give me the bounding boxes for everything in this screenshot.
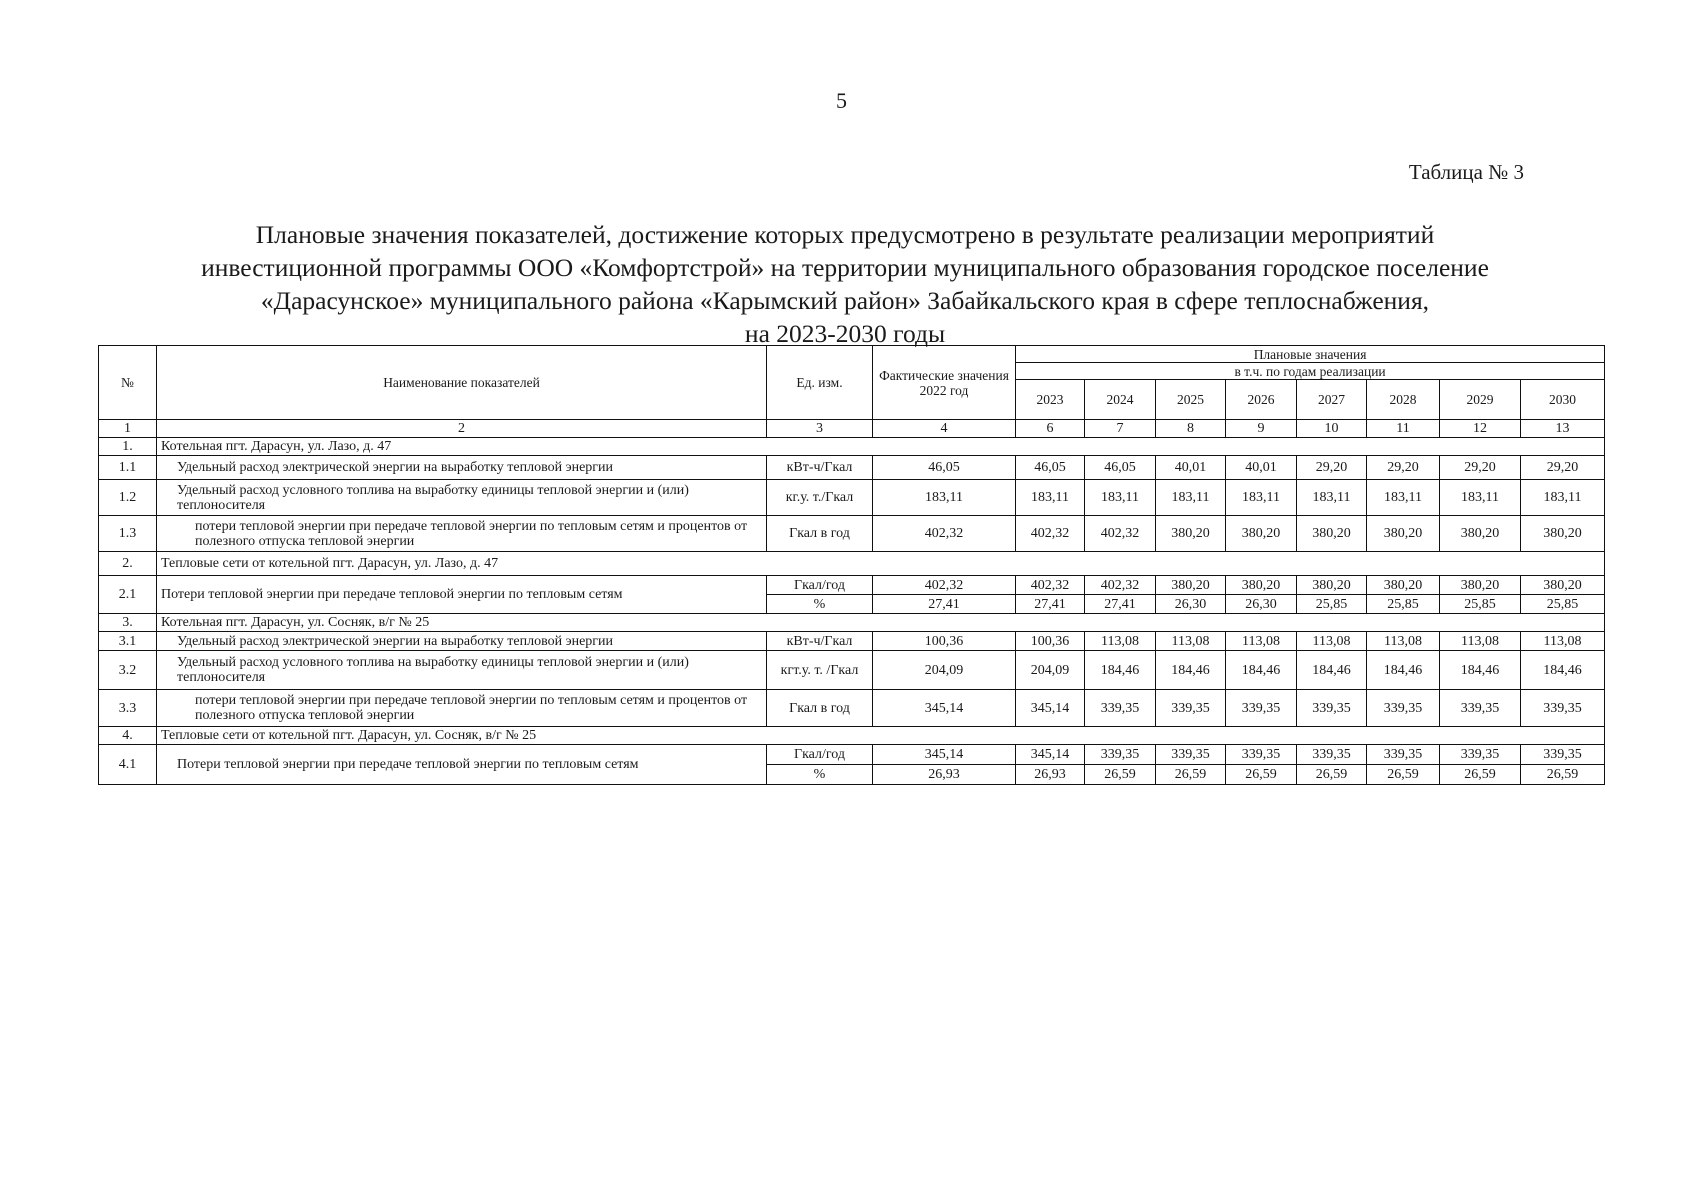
value-cell: 204,09: [1016, 651, 1085, 690]
value-cell: 380,20: [1440, 516, 1521, 552]
col-number: 4: [873, 420, 1016, 438]
value-cell: 113,08: [1440, 632, 1521, 651]
row-name: Потери тепловой энергии при передаче тепловой энергии по тепловым сетям: [157, 745, 767, 785]
row-name: Удельный расход условного топлива на выработку единицы тепловой энергии и (или) теплоносителя: [157, 651, 767, 690]
value-cell: 402,32: [1016, 576, 1085, 595]
col-number: 10: [1297, 420, 1367, 438]
value-cell: 26,59: [1440, 765, 1521, 785]
value-cell: 113,08: [1297, 632, 1367, 651]
row-unit: Гкал/год: [767, 745, 873, 765]
value-cell: 113,08: [1367, 632, 1440, 651]
row-no: 3.3: [99, 690, 157, 727]
title-line: «Дарасунское» муниципального района «Карымский район» Забайкальского края в сфере теплоснабжения,: [260, 286, 1430, 315]
column-numbers-row: [99, 420, 1605, 438]
value-cell: 29,20: [1521, 456, 1605, 480]
value-cell: 184,46: [1085, 651, 1156, 690]
value-cell: 100,36: [873, 632, 1016, 651]
value-cell: 183,11: [1297, 480, 1367, 516]
header-name: Наименование показателей: [157, 346, 767, 420]
value-cell: 29,20: [1440, 456, 1521, 480]
value-cell: 29,20: [1367, 456, 1440, 480]
section-title: Котельная пгт. Дарасун, ул. Сосняк, в/г № 25: [157, 614, 1605, 632]
section-title: Котельная пгт. Дарасун, ул. Лазо, д. 47: [157, 438, 1605, 456]
section-no: 1.: [99, 438, 157, 456]
year-cell: 2024: [1085, 380, 1156, 420]
value-cell: 27,41: [873, 595, 1016, 614]
header-by-year: в т.ч. по годам реализации: [1016, 363, 1605, 380]
table-row: [99, 456, 1605, 480]
value-cell: 183,11: [1156, 480, 1226, 516]
year-cell: 2029: [1440, 380, 1521, 420]
title-line: инвестиционной программы ООО «Комфортстрой» на территории муниципального образования городское поселение: [201, 253, 1489, 282]
row-unit: %: [767, 765, 873, 785]
value-cell: 402,32: [1085, 576, 1156, 595]
value-cell: 402,32: [1016, 516, 1085, 552]
value-cell: 380,20: [1297, 516, 1367, 552]
table-row: [99, 632, 1605, 651]
indicators-table: [98, 345, 1605, 785]
value-cell: 26,59: [1521, 765, 1605, 785]
value-cell: 183,11: [873, 480, 1016, 516]
value-cell: 26,30: [1156, 595, 1226, 614]
value-cell: 339,35: [1521, 745, 1605, 765]
value-cell: 29,20: [1297, 456, 1367, 480]
value-cell: 113,08: [1085, 632, 1156, 651]
value-cell: 27,41: [1016, 595, 1085, 614]
table-row: [99, 516, 1605, 552]
value-cell: 339,35: [1297, 690, 1367, 727]
section-no: 4.: [99, 727, 157, 745]
col-number: 2: [157, 420, 767, 438]
table-row: [99, 651, 1605, 690]
header-row: [99, 346, 1605, 363]
row-unit: Гкал в год: [767, 516, 873, 552]
value-cell: 113,08: [1156, 632, 1226, 651]
value-cell: 345,14: [873, 745, 1016, 765]
row-no: 3.2: [99, 651, 157, 690]
section-row: [99, 727, 1605, 745]
value-cell: 339,35: [1226, 745, 1297, 765]
title-line: на 2023-2030 годы: [744, 319, 946, 348]
row-name: потери тепловой энергии при передаче тепловой энергии по тепловым сетям и процентов от полезного отпуска тепловой энергии: [157, 516, 767, 552]
value-cell: 402,32: [873, 516, 1016, 552]
row-name: Потери тепловой энергии при передаче тепловой энергии по тепловым сетям: [157, 576, 767, 614]
document-title: [120, 218, 1570, 350]
value-cell: 339,35: [1440, 690, 1521, 727]
value-cell: 183,11: [1367, 480, 1440, 516]
value-cell: 339,35: [1085, 690, 1156, 727]
value-cell: 339,35: [1156, 745, 1226, 765]
value-cell: 183,11: [1016, 480, 1085, 516]
row-no: 1.2: [99, 480, 157, 516]
value-cell: 184,46: [1521, 651, 1605, 690]
row-unit: %: [767, 595, 873, 614]
col-number: 6: [1016, 420, 1085, 438]
value-cell: 204,09: [873, 651, 1016, 690]
year-cell: 2026: [1226, 380, 1297, 420]
value-cell: 25,85: [1367, 595, 1440, 614]
col-number: 12: [1440, 420, 1521, 438]
value-cell: 26,59: [1297, 765, 1367, 785]
row-no: 2.1: [99, 576, 157, 614]
value-cell: 380,20: [1367, 516, 1440, 552]
value-cell: 46,05: [1085, 456, 1156, 480]
value-cell: 26,59: [1226, 765, 1297, 785]
header-unit: Ед. изм.: [767, 346, 873, 420]
value-cell: 25,85: [1521, 595, 1605, 614]
value-cell: 184,46: [1156, 651, 1226, 690]
col-number: 3: [767, 420, 873, 438]
section-row: [99, 438, 1605, 456]
value-cell: 380,20: [1156, 516, 1226, 552]
row-no: 3.1: [99, 632, 157, 651]
value-cell: 339,35: [1521, 690, 1605, 727]
value-cell: 26,59: [1367, 765, 1440, 785]
value-cell: 27,41: [1085, 595, 1156, 614]
value-cell: 380,20: [1156, 576, 1226, 595]
header-actual: Фактические значения 2022 год: [873, 346, 1016, 420]
value-cell: 40,01: [1156, 456, 1226, 480]
value-cell: 183,11: [1440, 480, 1521, 516]
value-cell: 380,20: [1521, 516, 1605, 552]
col-number: 8: [1156, 420, 1226, 438]
value-cell: 380,20: [1521, 576, 1605, 595]
row-name: Удельный расход электрической энергии на выработку тепловой энергии: [157, 456, 767, 480]
value-cell: 26,59: [1085, 765, 1156, 785]
value-cell: 339,35: [1440, 745, 1521, 765]
value-cell: 25,85: [1297, 595, 1367, 614]
value-cell: 26,93: [1016, 765, 1085, 785]
header-no: №: [99, 346, 157, 420]
value-cell: 183,11: [1226, 480, 1297, 516]
col-number: 11: [1367, 420, 1440, 438]
value-cell: 402,32: [1085, 516, 1156, 552]
table-row: [99, 745, 1605, 765]
header-planned: Плановые значения: [1016, 346, 1605, 363]
year-cell: 2030: [1521, 380, 1605, 420]
row-unit: кВт-ч/Гкал: [767, 456, 873, 480]
page-number: 5: [836, 88, 847, 113]
value-cell: 339,35: [1085, 745, 1156, 765]
value-cell: 184,46: [1367, 651, 1440, 690]
table-row: [99, 576, 1605, 595]
value-cell: 339,35: [1367, 745, 1440, 765]
col-number: 7: [1085, 420, 1156, 438]
value-cell: 339,35: [1156, 690, 1226, 727]
value-cell: 25,85: [1440, 595, 1521, 614]
row-no: 4.1: [99, 745, 157, 785]
row-unit: Гкал/год: [767, 576, 873, 595]
value-cell: 380,20: [1226, 516, 1297, 552]
value-cell: 46,05: [1016, 456, 1085, 480]
value-cell: 183,11: [1085, 480, 1156, 516]
value-cell: 184,46: [1440, 651, 1521, 690]
section-title: Тепловые сети от котельной пгт. Дарасун, ул. Сосняк, в/г № 25: [157, 727, 1605, 745]
row-unit: кВт-ч/Гкал: [767, 632, 873, 651]
value-cell: 26,93: [873, 765, 1016, 785]
value-cell: 339,35: [1367, 690, 1440, 727]
value-cell: 402,32: [873, 576, 1016, 595]
section-no: 2.: [99, 552, 157, 576]
section-row: [99, 552, 1605, 576]
value-cell: 339,35: [1226, 690, 1297, 727]
row-unit: кг.у. т./Гкал: [767, 480, 873, 516]
row-name: Удельный расход условного топлива на выработку единицы тепловой энергии и (или) теплоносителя: [157, 480, 767, 516]
row-no: 1.3: [99, 516, 157, 552]
col-number: 9: [1226, 420, 1297, 438]
value-cell: 113,08: [1226, 632, 1297, 651]
row-unit: кгт.у. т. /Гкал: [767, 651, 873, 690]
value-cell: 26,30: [1226, 595, 1297, 614]
year-cell: 2027: [1297, 380, 1367, 420]
section-title: Тепловые сети от котельной пгт. Дарасун, ул. Лазо, д. 47: [157, 552, 1605, 576]
value-cell: 100,36: [1016, 632, 1085, 651]
value-cell: 345,14: [1016, 690, 1085, 727]
value-cell: 345,14: [1016, 745, 1085, 765]
col-number: 13: [1521, 420, 1605, 438]
title-line: Плановые значения показателей, достижение которых предусмотрено в результате реализации мероприятий: [255, 220, 1435, 249]
value-cell: 184,46: [1297, 651, 1367, 690]
row-no: 1.1: [99, 456, 157, 480]
value-cell: 380,20: [1440, 576, 1521, 595]
value-cell: 26,59: [1156, 765, 1226, 785]
value-cell: 183,11: [1521, 480, 1605, 516]
section-row: [99, 614, 1605, 632]
col-number: 1: [99, 420, 157, 438]
year-cell: 2028: [1367, 380, 1440, 420]
value-cell: 345,14: [873, 690, 1016, 727]
value-cell: 113,08: [1521, 632, 1605, 651]
value-cell: 40,01: [1226, 456, 1297, 480]
value-cell: 380,20: [1297, 576, 1367, 595]
section-no: 3.: [99, 614, 157, 632]
value-cell: 46,05: [873, 456, 1016, 480]
row-name: Удельный расход электрической энергии на выработку тепловой энергии: [157, 632, 767, 651]
year-cell: 2023: [1016, 380, 1085, 420]
table-row: [99, 480, 1605, 516]
year-cell: 2025: [1156, 380, 1226, 420]
value-cell: 380,20: [1226, 576, 1297, 595]
table-row: [99, 690, 1605, 727]
value-cell: 339,35: [1297, 745, 1367, 765]
table-label: Таблица № 3: [1408, 160, 1524, 184]
value-cell: 184,46: [1226, 651, 1297, 690]
row-name: потери тепловой энергии при передаче тепловой энергии по тепловым сетям и процентов от полезного отпуска тепловой энергии: [157, 690, 767, 727]
row-unit: Гкал в год: [767, 690, 873, 727]
value-cell: 380,20: [1367, 576, 1440, 595]
